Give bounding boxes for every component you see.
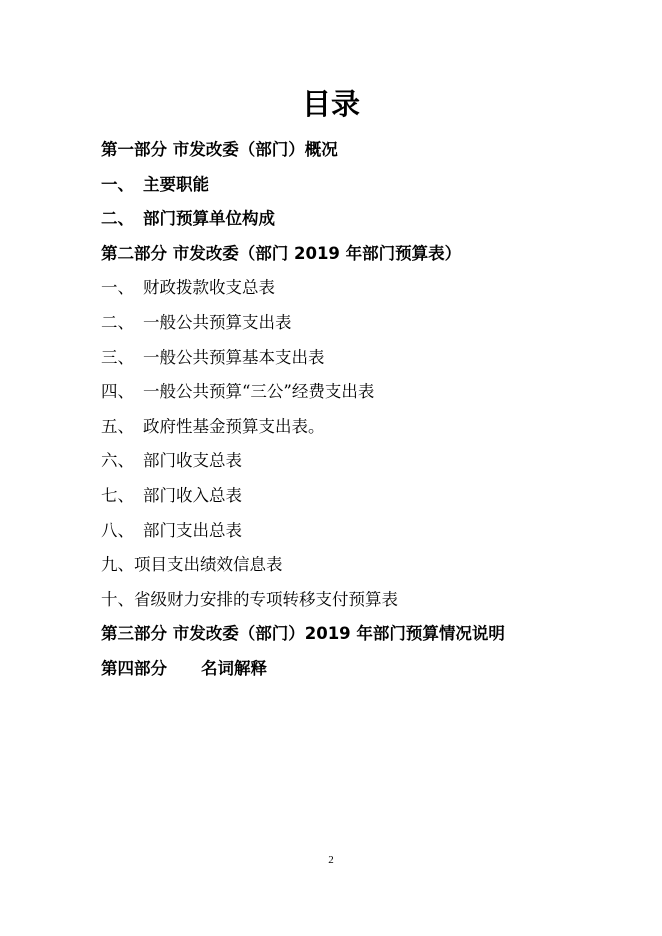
toc-entry-part-4 [101,655,621,690]
table-of-contents [101,136,621,690]
toc-entry-text: 九、项目支出绩效信息表 [101,555,283,575]
toc-entry-text: 第二部分 市发改委（部门 2019 年部门预算表） [101,243,462,263]
toc-entry-text: 十、省级财力安排的专项转移支付预算表 [101,589,398,609]
toc-entry-table-10 [101,586,621,621]
toc-entry-text: 部门收支总表 [143,451,242,471]
toc-entry-table-8 [101,517,621,552]
toc-entry-text: 一般公共预算支出表 [143,312,292,332]
toc-entry-text: 部门预算单位构成 [143,209,275,229]
toc-entry-table-1 [101,274,621,309]
toc-entry-text: 一般公共预算“三公”经费支出表 [143,382,375,402]
toc-entry-table-4 [101,378,621,413]
toc-entry-part-1 [101,136,621,171]
toc-entry-table-9 [101,551,621,586]
toc-entry-table-6 [101,447,621,482]
toc-entry-main-functions [101,171,621,206]
toc-entry-number: 三、 [101,347,134,367]
toc-entry-number: 五、 [101,416,134,436]
toc-entry-number: 二、 [101,312,134,332]
toc-entry-text: 第三部分 市发改委（部门）2019 年部门预算情况说明 [101,624,505,644]
toc-entry-table-7 [101,482,621,517]
toc-entry-number: 七、 [101,485,134,505]
toc-entry-text: 政府性基金预算支出表。 [143,416,325,436]
toc-entry-table-2 [101,309,621,344]
toc-entry-number: 第四部分 [101,658,167,678]
toc-entry-part-2 [101,240,621,275]
toc-entry-budget-units [101,205,621,240]
toc-entry-text: 第一部分 市发改委（部门）概况 [101,140,338,159]
toc-entry-table-3 [101,344,621,379]
toc-entry-text: 财政拨款收支总表 [143,278,275,298]
toc-entry-number: 六、 [101,451,134,471]
toc-entry-text: 一般公共预算基本支出表 [143,347,325,367]
page-title: 目录 [301,87,360,121]
toc-entry-text: 主要职能 [143,174,209,194]
toc-entry-number: 一、 [101,174,134,194]
toc-entry-text: 部门支出总表 [143,520,242,540]
toc-entry-text: 部门收入总表 [143,485,242,505]
toc-entry-part-3 [101,620,621,655]
toc-entry-number: 一、 [101,278,134,298]
toc-entry-number: 二、 [101,209,134,229]
page-number: 2 [328,854,334,866]
toc-entry-number: 八、 [101,520,134,540]
toc-entry-text: 名词解释 [201,658,267,678]
toc-entry-number: 四、 [101,382,134,402]
toc-entry-table-5 [101,413,621,448]
